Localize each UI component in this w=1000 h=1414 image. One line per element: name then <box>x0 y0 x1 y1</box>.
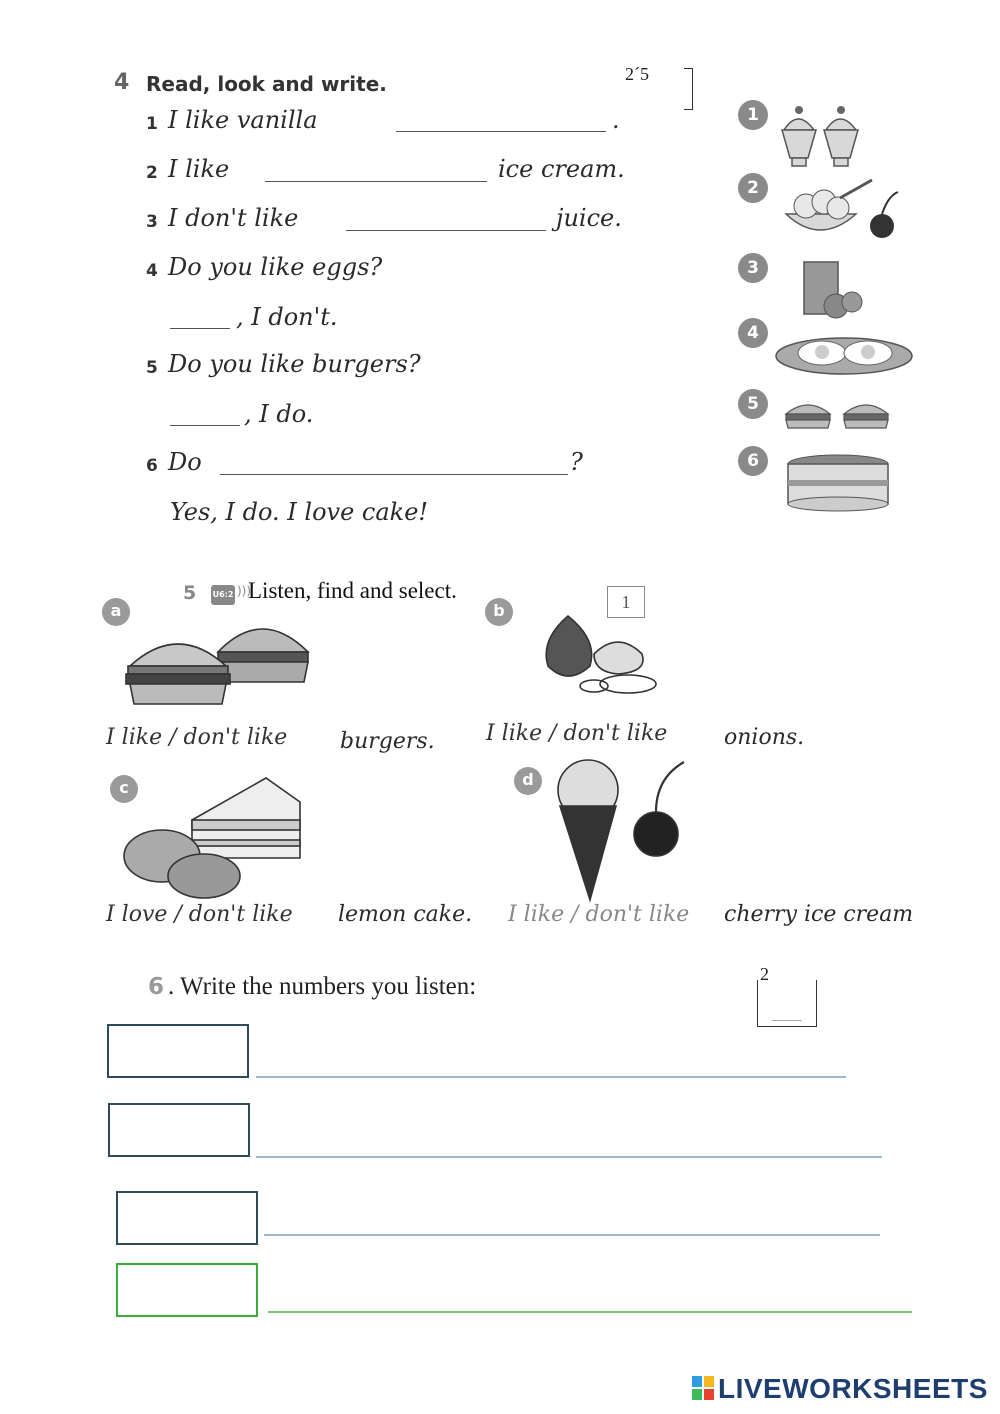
item-1-post: . <box>612 106 620 134</box>
item-1-text: I like vanilla <box>168 106 318 134</box>
item-number: 6 <box>146 456 158 476</box>
burgers-small-picture <box>782 398 902 436</box>
item-b-choice[interactable]: I like / don't like <box>486 721 668 746</box>
footer-brand[interactable]: LIVEWORKSHEETS <box>718 1373 988 1404</box>
item-2-post: ice cream. <box>498 155 625 183</box>
item-d-choice[interactable]: I like / don't like <box>508 902 690 927</box>
exercise-5-number: 5 <box>183 582 197 604</box>
picture-number: 4 <box>738 318 768 348</box>
cherry-ice-cream-picture <box>548 758 698 904</box>
item-number: 4 <box>146 261 158 281</box>
item-5-blank[interactable] <box>170 425 240 426</box>
exercise-6-score: 2 <box>760 964 769 984</box>
item-3-post: juice. <box>556 204 622 232</box>
item-d-food: cherry ice cream <box>724 902 914 927</box>
number-input-1[interactable] <box>107 1024 249 1078</box>
item-2-text: I like <box>168 155 230 183</box>
onions-picture <box>538 610 662 696</box>
eggs-picture <box>774 334 914 378</box>
picture-number: 5 <box>738 389 768 419</box>
item-3-text: I don't like <box>168 204 299 232</box>
item-3-blank[interactable] <box>346 230 546 231</box>
item-a-choice[interactable]: I like / don't like <box>106 725 288 750</box>
item-6-text: Do <box>168 448 202 476</box>
item-b-food: onions. <box>724 725 805 750</box>
sound-wave-icon: ))) <box>237 584 252 598</box>
exercise-6-number: 6 <box>148 974 165 1000</box>
picture-number: 3 <box>738 253 768 283</box>
number-input-3[interactable] <box>116 1191 258 1245</box>
liveworksheets-logo-icon <box>692 1376 714 1400</box>
picture-number: 2 <box>738 173 768 203</box>
number-input-4[interactable] <box>116 1263 258 1317</box>
picture-number: 6 <box>738 446 768 476</box>
exercise-4-score: 2´5 <box>625 64 649 84</box>
item-6-answer: Yes, I do. I love cake! <box>170 498 429 526</box>
item-6-blank[interactable] <box>220 474 568 475</box>
audio-icon[interactable]: U6:2 <box>211 585 235 605</box>
score-bracket-inner <box>772 1020 802 1021</box>
item-a-food: burgers. <box>340 729 435 754</box>
score-bracket <box>684 68 693 110</box>
cake-picture <box>782 452 894 514</box>
item-letter: b <box>485 598 513 626</box>
item-4-answer: , I don't. <box>236 303 338 331</box>
exercise-4-number: 4 <box>114 70 130 95</box>
item-5-question: Do you like burgers? <box>168 350 421 378</box>
answer-line-3[interactable] <box>264 1234 880 1236</box>
answer-line-2[interactable] <box>256 1156 882 1158</box>
burgers-picture <box>122 612 322 708</box>
answer-line-1[interactable] <box>256 1076 846 1078</box>
answer-line-4[interactable] <box>268 1311 912 1313</box>
exercise-5-title: Listen, find and select. <box>248 578 457 603</box>
number-input-2[interactable] <box>108 1103 250 1157</box>
item-letter: c <box>110 775 138 803</box>
exercise-4-title: Read, look and write. <box>146 72 387 96</box>
exercise-6-title: . Write the numbers you listen: <box>168 973 477 1000</box>
lemon-cake-picture <box>120 776 310 900</box>
milkshake-picture <box>778 100 868 172</box>
item-letter: d <box>514 767 542 795</box>
item-6-post: ? <box>570 448 583 476</box>
item-5-answer: , I do. <box>244 400 314 428</box>
item-c-choice[interactable]: I love / don't like <box>106 902 293 927</box>
ice-cream-bowl-picture <box>780 176 910 242</box>
juice-picture <box>798 258 868 322</box>
item-letter: a <box>102 598 130 626</box>
item-4-blank[interactable] <box>170 328 230 329</box>
item-number: 1 <box>146 114 158 134</box>
picture-number: 1 <box>738 100 768 130</box>
item-4-question: Do you like eggs? <box>168 253 383 281</box>
item-number: 5 <box>146 358 158 378</box>
item-number: 2 <box>146 163 158 183</box>
item-number: 3 <box>146 212 158 232</box>
example-number-box: 1 <box>607 586 645 618</box>
item-2-blank[interactable] <box>265 181 487 182</box>
item-c-food: lemon cake. <box>338 902 473 927</box>
item-1-blank[interactable] <box>396 131 606 132</box>
